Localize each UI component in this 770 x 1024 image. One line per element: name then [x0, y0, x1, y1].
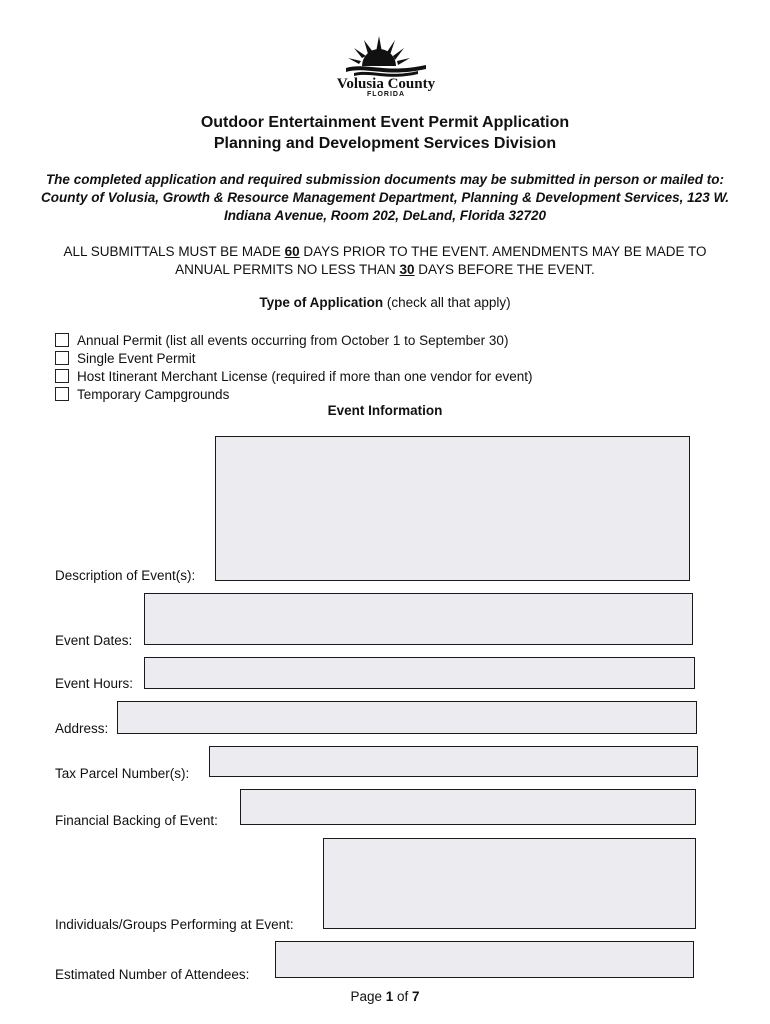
application-type-heading [0, 295, 770, 310]
option-temporary-campgrounds[interactable] [55, 385, 533, 403]
total-pages: 7 [412, 989, 420, 1004]
deadline-notice [40, 243, 730, 279]
performers-field[interactable] [323, 838, 696, 929]
deadline-text-3: DAYS BEFORE THE EVENT. [414, 262, 595, 277]
event-dates-field[interactable] [144, 593, 693, 645]
single-event-permit-label: Single Event Permit [77, 350, 196, 366]
annual-permit-label: Annual Permit (list all events occurring from October 1 to September 30) [77, 332, 509, 348]
temporary-campgrounds-label: Temporary Campgrounds [77, 386, 230, 402]
itinerant-merchant-checkbox[interactable] [55, 369, 69, 383]
deadline-days-30: 30 [399, 262, 415, 277]
event-hours-label: Event Hours: [55, 676, 134, 691]
application-type-note: (check all that apply) [383, 295, 511, 310]
page-number [0, 989, 770, 1004]
tax-parcel-field[interactable] [209, 746, 698, 777]
financial-backing-field[interactable] [240, 789, 696, 825]
event-dates-label: Event Dates: [55, 633, 133, 648]
description-field[interactable] [215, 436, 690, 581]
logo-brand-text: Volusia County [336, 76, 436, 92]
application-type-checklist [55, 331, 533, 403]
performers-label: Individuals/Groups Performing at Event: [55, 917, 294, 932]
event-information-heading: Event Information [327, 403, 443, 418]
single-event-permit-checkbox[interactable] [55, 351, 69, 365]
option-single-event-permit[interactable] [55, 349, 533, 367]
event-hours-field[interactable] [144, 657, 695, 689]
logo-state-text: FLORIDA [366, 91, 406, 98]
page-prefix: Page [350, 989, 386, 1004]
option-itinerant-merchant-license[interactable] [55, 367, 533, 385]
attendees-field[interactable] [275, 941, 694, 978]
description-label: Description of Event(s): [55, 568, 196, 583]
current-page: 1 [385, 989, 394, 1004]
deadline-days-60: 60 [284, 244, 300, 259]
tax-parcel-label: Tax Parcel Number(s): [55, 766, 190, 781]
itinerant-merchant-label: Host Itinerant Merchant License (required if more than one vendor for event) [77, 368, 533, 384]
submission-instructions: The completed application and required submission documents may be submitted in person or mailed to: County of Volusia, Growth & Resource Management Department, Planning & Development Services, 123 W. Indiana Avenue, Room 202, DeLand, Florida 32720 [41, 172, 729, 223]
page-subtitle: Planning and Development Services Division [213, 135, 557, 152]
sun-wave-icon [326, 34, 446, 78]
deadline-text-2: DAYS PRIOR TO THE EVENT. AMENDMENTS MAY BE MADE TO ANNUAL PERMITS NO LESS THAN [175, 244, 707, 277]
deadline-text-1: ALL SUBMITTALS MUST BE MADE [63, 244, 285, 259]
annual-permit-checkbox[interactable] [55, 333, 69, 347]
address-field[interactable] [117, 701, 697, 734]
financial-backing-label: Financial Backing of Event: [55, 813, 218, 828]
application-type-label: Type of Application [259, 295, 384, 310]
temporary-campgrounds-checkbox[interactable] [55, 387, 69, 401]
address-label: Address: [55, 721, 109, 736]
page-title: Outdoor Entertainment Event Permit Application [200, 114, 570, 131]
volusia-county-logo [326, 34, 446, 102]
page-of: of [393, 989, 413, 1004]
option-annual-permit[interactable] [55, 331, 533, 349]
attendees-label: Estimated Number of Attendees: [55, 967, 250, 982]
